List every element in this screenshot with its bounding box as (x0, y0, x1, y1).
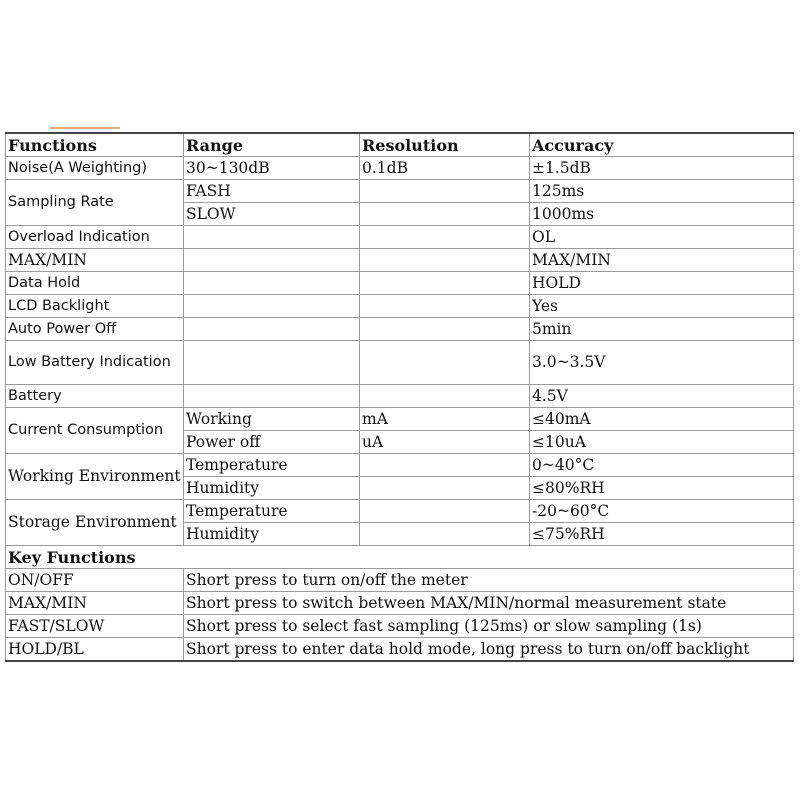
header-accuracy: Accuracy (530, 133, 794, 157)
table-row-hold (6, 272, 794, 295)
low-battery-resolution (360, 341, 530, 385)
table-row-key-max-min (6, 592, 794, 615)
table-row-auto-off (6, 318, 794, 341)
table-row-storage-env-temp (6, 500, 794, 523)
key-functions-header-row (6, 546, 794, 569)
battery-function: Battery (6, 385, 184, 408)
auto-off-range (184, 318, 360, 341)
noise-resolution: 0.1dB (360, 157, 530, 180)
key-name: FAST/SLOW (6, 615, 184, 638)
overload-accuracy: OL (530, 226, 794, 249)
noise-function: Noise(A Weighting) (6, 157, 184, 180)
sampling-slow-resolution (360, 203, 530, 226)
working-env-hum-accuracy: ≤80%RH (530, 477, 794, 500)
storage-env-hum-resolution (360, 523, 530, 546)
sampling-fast-range: FASH (184, 180, 360, 203)
working-env-hum-range: Humidity (184, 477, 360, 500)
sampling-slow-range: SLOW (184, 203, 360, 226)
storage-env-temp-accuracy: -20~60°C (530, 500, 794, 523)
backlight-function: LCD Backlight (6, 295, 184, 318)
sampling-slow-accuracy: 1000ms (530, 203, 794, 226)
specifications-table (5, 132, 794, 662)
storage-env-hum-range: Humidity (184, 523, 360, 546)
backlight-resolution (360, 295, 530, 318)
overload-function: Overload Indication (6, 226, 184, 249)
maxmin-resolution (360, 249, 530, 272)
hold-function: Data Hold (6, 272, 184, 295)
sampling-fast-accuracy: 125ms (530, 180, 794, 203)
backlight-range (184, 295, 360, 318)
working-env-hum-resolution (360, 477, 530, 500)
key-description: Short press to turn on/off the meter (184, 569, 794, 592)
working-env-temp-resolution (360, 454, 530, 477)
key-name: ON/OFF (6, 569, 184, 592)
maxmin-range (184, 249, 360, 272)
key-description: Short press to enter data hold mode, long press to turn on/off backlight (184, 638, 794, 662)
current-function: Current Consumption (6, 408, 184, 454)
sampling-function: Sampling Rate (6, 180, 184, 226)
header-row (6, 133, 794, 157)
key-functions-title: Key Functions (6, 546, 794, 569)
overload-range (184, 226, 360, 249)
auto-off-function: Auto Power Off (6, 318, 184, 341)
battery-resolution (360, 385, 530, 408)
key-description: Short press to select fast sampling (125ms) or slow sampling (1s) (184, 615, 794, 638)
hold-resolution (360, 272, 530, 295)
maxmin-accuracy: MAX/MIN (530, 249, 794, 272)
table-row-low-battery (6, 341, 794, 385)
header-functions: Functions (6, 133, 184, 157)
low-battery-function: Low Battery Indication (6, 341, 184, 385)
battery-range (184, 385, 360, 408)
hold-range (184, 272, 360, 295)
noise-accuracy: ±1.5dB (530, 157, 794, 180)
table-row-noise (6, 157, 794, 180)
header-resolution: Resolution (360, 133, 530, 157)
low-battery-range (184, 341, 360, 385)
table-row-sampling-fast (6, 180, 794, 203)
current-working-resolution: mA (360, 408, 530, 431)
table-row-key-fast-slow (6, 615, 794, 638)
key-name: HOLD/BL (6, 638, 184, 662)
current-working-range: Working (184, 408, 360, 431)
working-env-temp-range: Temperature (184, 454, 360, 477)
accent-line (50, 127, 120, 129)
table-row-overload (6, 226, 794, 249)
table-row-backlight (6, 295, 794, 318)
working-env-function: Working Environment (6, 454, 184, 500)
auto-off-accuracy: 5min (530, 318, 794, 341)
maxmin-function: MAX/MIN (6, 249, 184, 272)
table-row-battery (6, 385, 794, 408)
noise-range: 30~130dB (184, 157, 360, 180)
table-row-key-on-off (6, 569, 794, 592)
table-row-maxmin (6, 249, 794, 272)
storage-env-hum-accuracy: ≤75%RH (530, 523, 794, 546)
table-row-working-env-temp (6, 454, 794, 477)
storage-env-temp-resolution (360, 500, 530, 523)
storage-env-temp-range: Temperature (184, 500, 360, 523)
table-row-current-working (6, 408, 794, 431)
current-off-resolution: uA (360, 431, 530, 454)
backlight-accuracy: Yes (530, 295, 794, 318)
battery-accuracy: 4.5V (530, 385, 794, 408)
key-name: MAX/MIN (6, 592, 184, 615)
storage-env-function: Storage Environment (6, 500, 184, 546)
table-row-key-hold-bl (6, 638, 794, 662)
low-battery-accuracy: 3.0~3.5V (530, 341, 794, 385)
key-description: Short press to switch between MAX/MIN/normal measurement state (184, 592, 794, 615)
header-range: Range (184, 133, 360, 157)
current-off-accuracy: ≤10uA (530, 431, 794, 454)
auto-off-resolution (360, 318, 530, 341)
current-working-accuracy: ≤40mA (530, 408, 794, 431)
working-env-temp-accuracy: 0~40°C (530, 454, 794, 477)
sampling-fast-resolution (360, 180, 530, 203)
current-off-range: Power off (184, 431, 360, 454)
overload-resolution (360, 226, 530, 249)
hold-accuracy: HOLD (530, 272, 794, 295)
